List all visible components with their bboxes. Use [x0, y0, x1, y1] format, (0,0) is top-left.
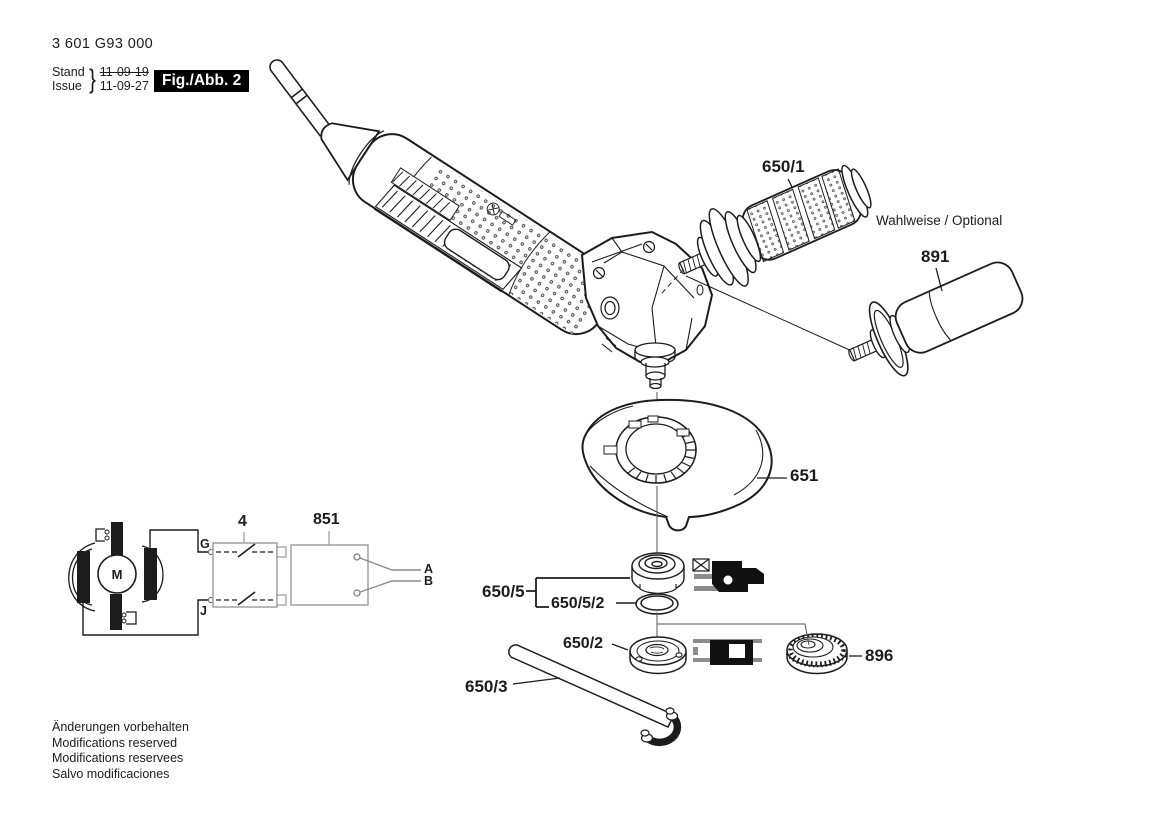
date-new: 11-09-27 [99, 78, 149, 93]
label-651: 651 [790, 466, 819, 485]
antivibration-handle-leader [788, 179, 792, 187]
wheel-guard [582, 400, 771, 531]
footer-line-de: Änderungen vorbehalten [52, 720, 189, 734]
spindle [635, 343, 675, 389]
stand-issue-block [52, 63, 149, 94]
label-650-3: 650/3 [465, 677, 508, 696]
grinder-housing [302, 98, 626, 346]
date-old: 11-09-19 [99, 65, 149, 79]
o-ring [636, 594, 678, 614]
switch-box [213, 532, 286, 607]
issue-label: Issue [52, 78, 82, 93]
label-650-1: 650/1 [762, 157, 805, 176]
label-terminal-g: G [200, 537, 210, 551]
label-lead-a: A [424, 562, 434, 576]
label-optional-note: Wahlweise / Optional [876, 213, 1003, 228]
label-650-2: 650/2 [563, 635, 604, 652]
auxiliary-handle [834, 245, 1033, 392]
motor-label: M [111, 567, 123, 582]
label-650-5: 650/5 [482, 582, 525, 601]
figure-label-box: Fig./Abb. 2 [154, 70, 249, 92]
label-terminal-j: J [200, 604, 207, 618]
part-number: 3 601 G93 000 [52, 36, 154, 52]
stand-label: Stand [52, 65, 85, 79]
quick-clamping-nut [787, 634, 847, 674]
label-851: 851 [313, 511, 340, 528]
label-650-5-2: 650/5/2 [551, 595, 605, 612]
backing-flange [632, 553, 684, 593]
footer-notes [52, 720, 189, 782]
thread-alignment-line [686, 276, 854, 352]
pin-wrench-leader [513, 678, 560, 684]
label-lead-b: B [424, 574, 434, 588]
power-cable [270, 60, 332, 136]
label-891: 891 [921, 247, 950, 266]
suppression-module-box [291, 531, 421, 605]
footer-line-en: Modifications reserved [52, 735, 178, 750]
clamping-nut-leader [612, 644, 628, 650]
footer-line-es: Salvo modificaciones [52, 766, 170, 781]
clamping-nut [630, 637, 686, 674]
gear-head [582, 232, 712, 362]
aux-handle-thread-hole [697, 285, 703, 295]
spindle-lock-button [601, 297, 619, 319]
label-4: 4 [238, 513, 247, 530]
label-896: 896 [865, 646, 894, 665]
clamp-tool-icon [693, 639, 762, 665]
brace-glyph: } [88, 63, 96, 94]
assembly-tool-icon [693, 559, 764, 592]
footer-line-fr: Modifications reservees [52, 751, 184, 765]
wiring-schematic [69, 522, 421, 635]
